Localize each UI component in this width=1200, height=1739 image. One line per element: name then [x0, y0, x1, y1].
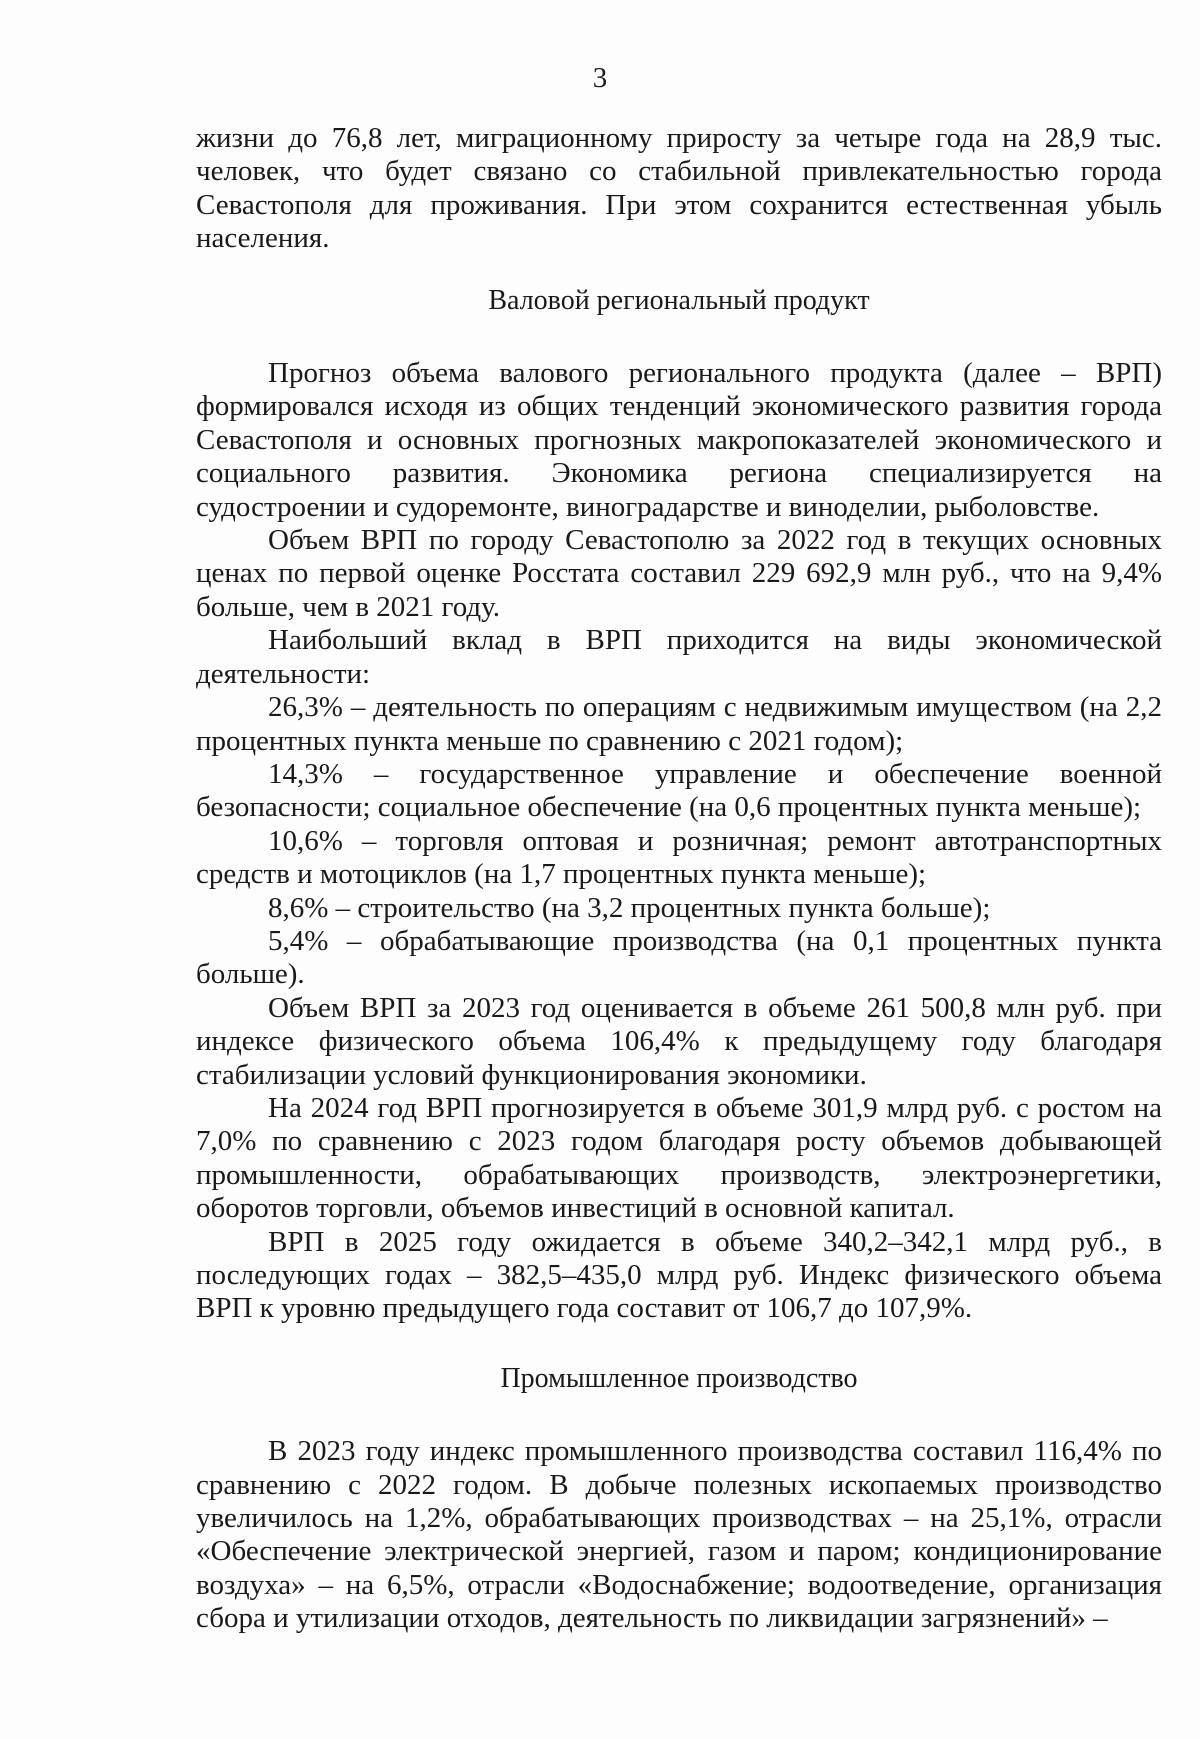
intro-paragraph: жизни до 76,8 лет, миграционному приросту за четыре года на 28,9 тыс. человек, что будет связано со стабильной привлекательностью города Севастополя для проживания. При этом сохранится естественная убыль населения. — [196, 122, 1162, 255]
list-item: 8,6% – строительство (на 3,2 процентных пункта больше); — [268, 891, 991, 924]
paragraph: Объем ВРП по городу Севастополю за 2022 год в текущих основных ценах по первой оценке Росстата составил 229 692,9 млн руб., что на 9,4% больше, чем в 2021 году. — [196, 524, 1162, 623]
page-number: 3 — [592, 62, 608, 94]
list-item: 10,6% – торговля оптовая и розничная; ремонт автотранспортных средств и мотоциклов (на 1,7 процентных пункта меньше); — [196, 824, 1162, 891]
paragraph: ВРП в 2025 году ожидается в объеме 340,2–342,1 млрд руб., в последующих годах – 382,5–435,0 млрд руб. Индекс физического объема ВРП к уровню предыдущего года составит от 106,7 до 107,9%. — [196, 1225, 1162, 1325]
document-body — [196, 122, 1162, 1636]
section-heading-industry: Промышленное производство — [500, 1362, 858, 1394]
paragraph: Наибольший вклад в ВРП приходится на виды экономической деятельности: — [196, 624, 1162, 690]
paragraph: На 2024 год ВРП прогнозируется в объеме 301,9 млрд руб. с ростом на 7,0% по сравнению с 2023 годом благодаря росту объемов добывающей промышленности, обрабатывающих производств, электроэнергетики, оборотов торговли, объемов инвестиций в основной капитал. — [196, 1091, 1162, 1225]
paragraph: Прогноз объема валового регионального продукта (далее – ВРП) формировался исходя из общих тенденций экономического развития города Севастополя и основных прогнозных макропоказателей экономического и социального развития. Экономика региона специализируется на судостроении и судоремонте, виноградарстве и виноделии, рыболовстве. — [196, 357, 1162, 523]
section-heading-grp: Валовой региональный продукт — [488, 284, 870, 316]
list-item: 5,4% – обрабатывающие производства (на 0,1 процентных пункта больше). — [196, 924, 1162, 991]
list-item: 14,3% – государственное управление и обеспечение военной безопасности; социальное обеспечение (на 0,6 процентных пункта меньше); — [196, 757, 1162, 824]
paragraph: Объем ВРП за 2023 год оценивается в объеме 261 500,8 млн руб. при индексе физического объема 106,4% к предыдущему году благодаря стабилизации условий функционирования экономики. — [196, 991, 1162, 1091]
list-item: 26,3% – деятельность по операциям с недвижимым имуществом (на 2,2 процентных пункта меньше по сравнению с 2021 годом); — [196, 691, 1162, 757]
paragraph: В 2023 году индекс промышленного производства составил 116,4% по сравнению с 2022 годом. В добыче полезных ископаемых производство увеличилось на 1,2%, обрабатывающих производствах – на 25,1%, отрасли «Обеспечение электрической энергией, газом и паром; кондиционирование воздуха» – на 6,5%, отрасли «Водоснабжение; водоотведение, организация сбора и утилизации отходов, деятельность по ликвидации загрязнений» – — [196, 1435, 1162, 1635]
